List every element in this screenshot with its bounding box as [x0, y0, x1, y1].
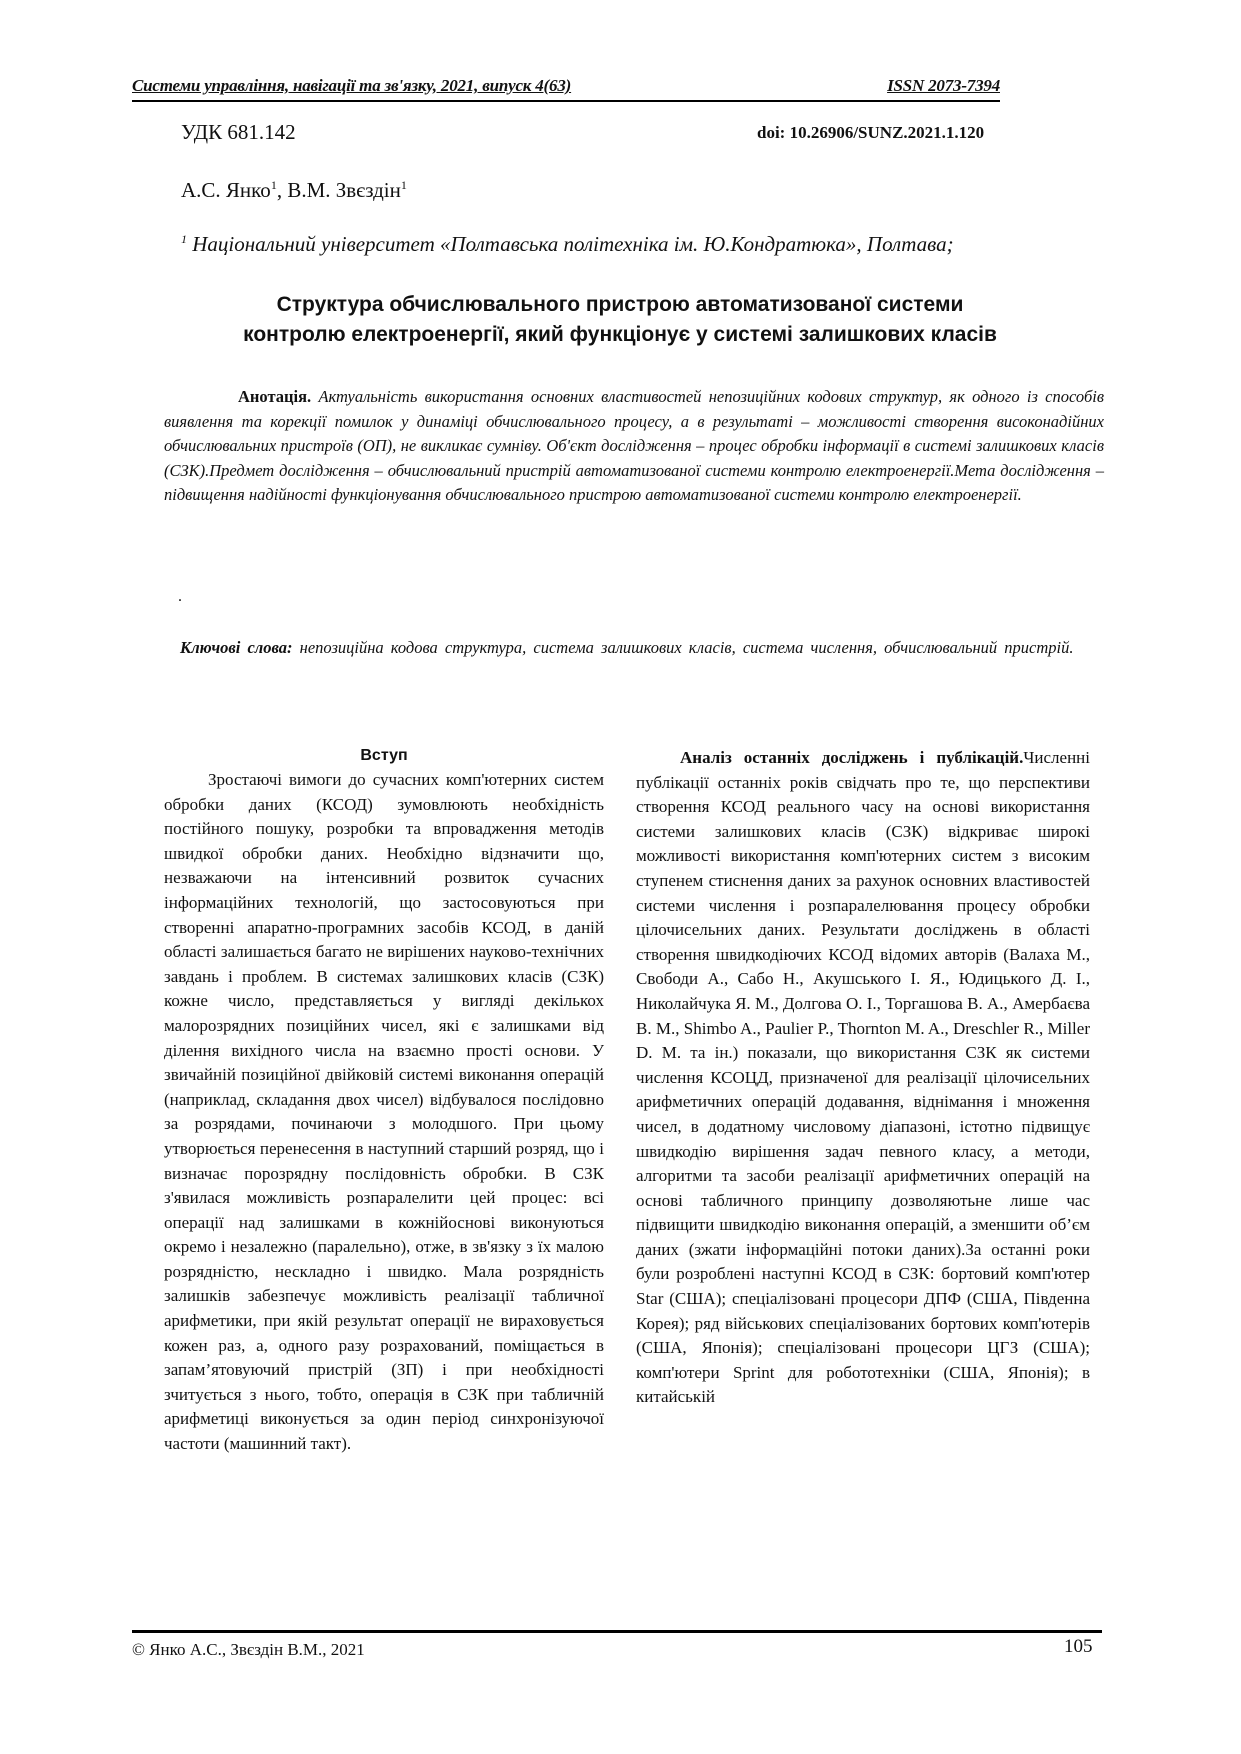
keywords-text: непозиційна кодова структура, система залишкових класів, система числення, обчислювальний пристрій.	[292, 638, 1074, 657]
udc-code: УДК 681.142	[181, 120, 296, 144]
column-left	[164, 746, 604, 1457]
title-line: Структура обчислювального пристрою автоматизованої системи	[276, 293, 964, 316]
title-line: контролю електроенергії, який функціонує у системі залишкових класів	[243, 323, 997, 346]
copyright: © Янко А.С., Звєздін В.М., 2021	[132, 1640, 365, 1659]
column-right	[636, 746, 1090, 1410]
author-list	[181, 178, 407, 203]
doi: doi: 10.26906/SUNZ.2021.1.120	[757, 123, 985, 142]
affiliation	[181, 232, 954, 257]
section-heading-intro: Вступ	[360, 747, 408, 764]
affiliation-mark: 1	[400, 178, 407, 192]
keywords-label: Ключові слова:	[180, 638, 293, 657]
affiliation-mark: 1	[181, 232, 187, 246]
author-name: В.М. Звєздін	[287, 178, 401, 202]
author-name: А.С. Янко	[181, 178, 271, 202]
abstract	[164, 385, 1104, 508]
analysis-paragraph	[636, 746, 1090, 1410]
affiliation-text: Національний університет «Полтавська політехніка ім. Ю.Кондратюка», Полтава;	[187, 232, 954, 256]
journal-title: Системи управління, навігації та зв'язку, 2021, випуск 4(63)	[132, 76, 572, 95]
intro-paragraph: Зростаючі вимоги до сучасних комп'ютерних систем обробки даних (КСОД) зумовлюють необхідність постійного пошуку, розробки та впровадження методів швидкої обробки даних. Необхідно відзначити що, незважаючи на інтенсивний розвиток сучасних інформаційних технологій, що застосовуються при створенні апаратно-програмних засобів КСОД, в даній області залишається багато не вирішених науково-технічних завдань і проблем. В системах залишкових класів (СЗК) кожне число, представляється у вигляді декількох малорозрядних позиційних чисел, які є залишками від ділення вихідного числа на взаємно прості основи. У звичайній позиційної двійковій системі виконання операцій (наприклад, складання двох чисел) відбувалося послідовно за розрядами, починаючи з молодшого. При цьому утворюється перенесення в наступний старший розряд, що і визначає порозрядну послідовність обробки. В СЗК з'явилася можливість розпаралелити цей процес: всі операції над залишками в кожнійоснові виконуються окремо і незалежно (паралельно), отже, в зв'язку з їх малою розрядністю, нескладно і швидко. Мала розрядність залишків забезпечує можливість реалізації табличної арифметики, при якій результат операції не вираховується кожен раз, а, одного разу розрахований, поміщається в запам’ятовуючий пристрій (ЗП) і при необхідності зчитується з нього, тобто, операція в СЗК при табличній арифметиці виконується за один період синхронізуючої частоти (машинний такт).	[164, 770, 604, 1454]
paper-title	[150, 290, 1090, 350]
affiliation-mark: 1	[270, 178, 277, 192]
abstract-text: Актуальність використання основних властивостей непозиційних кодових структур, як одного із способів виявлення та корекції помилок у динаміці обчислювального процесу, а в результаті – можливості створення високонадійних обчислювальних пристроїв (ОП), не викликає сумніву. Об'єкт дослідження – процес обробки інформації в системі залишкових класів (СЗК).Предмет дослідження – обчислювальний пристрій автоматизованої системи контролю електроенергії.Мета дослідження – підвищення надійності функціонування обчислювального пристрою автоматизованої системи контролю електроенергії.	[164, 387, 1104, 504]
issn: ISSN 2073-7394	[887, 76, 1000, 95]
analysis-text: Численні публікації останніх років свідчать про те, що перспективи створення КСОД реального часу на основі використання системи залишкових класів (СЗК) відкриває широкі можливості використання комп'ютерних систем з високим ступенем стиснення даних за рахунок основних властивостей системи числення і розпаралелювання процесу обробки цілочисельних даних. Результати досліджень в області створення швидкодіючих КСОД відомих авторів (Валаха М., Свободи А., Сабо Н., Акушського І. Я., Юдицького Д. І., Николайчука Я. М., Долгова О. І., Торгашова В. А., Амербаєва В. М., Shimbo A., Paulier P., Thornton M. A., Dreschler R., Miller D. M. та ін.) показали, що використання СЗК як системи числення КСОЦД, призначеної для реалізації цілочисельних арифметичних операцій додавання, віднімання і множення чисел, в додатному числовому діапазоні, істотно підвищує швидкодію вирішення задач певного класу, а методи, алгоритми та засоби реалізації арифметичних операцій на основі табличного принципу дозволяютьне лише час підвищити швидкодію виконання операцій, а зменшити об’єм даних (зжати інформаційні потоки даних).За останні роки були розроблені наступні КСОД в СЗК: бортовий комп'ютер Star (США); спеціалізовані процесори ДПФ (США, Південна Корея); ряд військових спеціалізованих бортових комп'ютерів (США, Японія); спеціалізовані процесори ЦГЗ (США); комп'ютери Sprint для робототехніки (США, Японія); в китайській	[636, 748, 1090, 1407]
keywords	[164, 636, 1104, 661]
page-number: 105	[1064, 1636, 1093, 1657]
stray-dot: .	[178, 588, 182, 605]
author-separator: ,	[276, 178, 288, 202]
footer-divider	[132, 1630, 1102, 1633]
abstract-label: Анотація.	[238, 387, 312, 406]
section-heading-analysis: Аналіз останніх досліджень і публікацій.	[680, 748, 1024, 767]
running-head	[132, 76, 1000, 102]
